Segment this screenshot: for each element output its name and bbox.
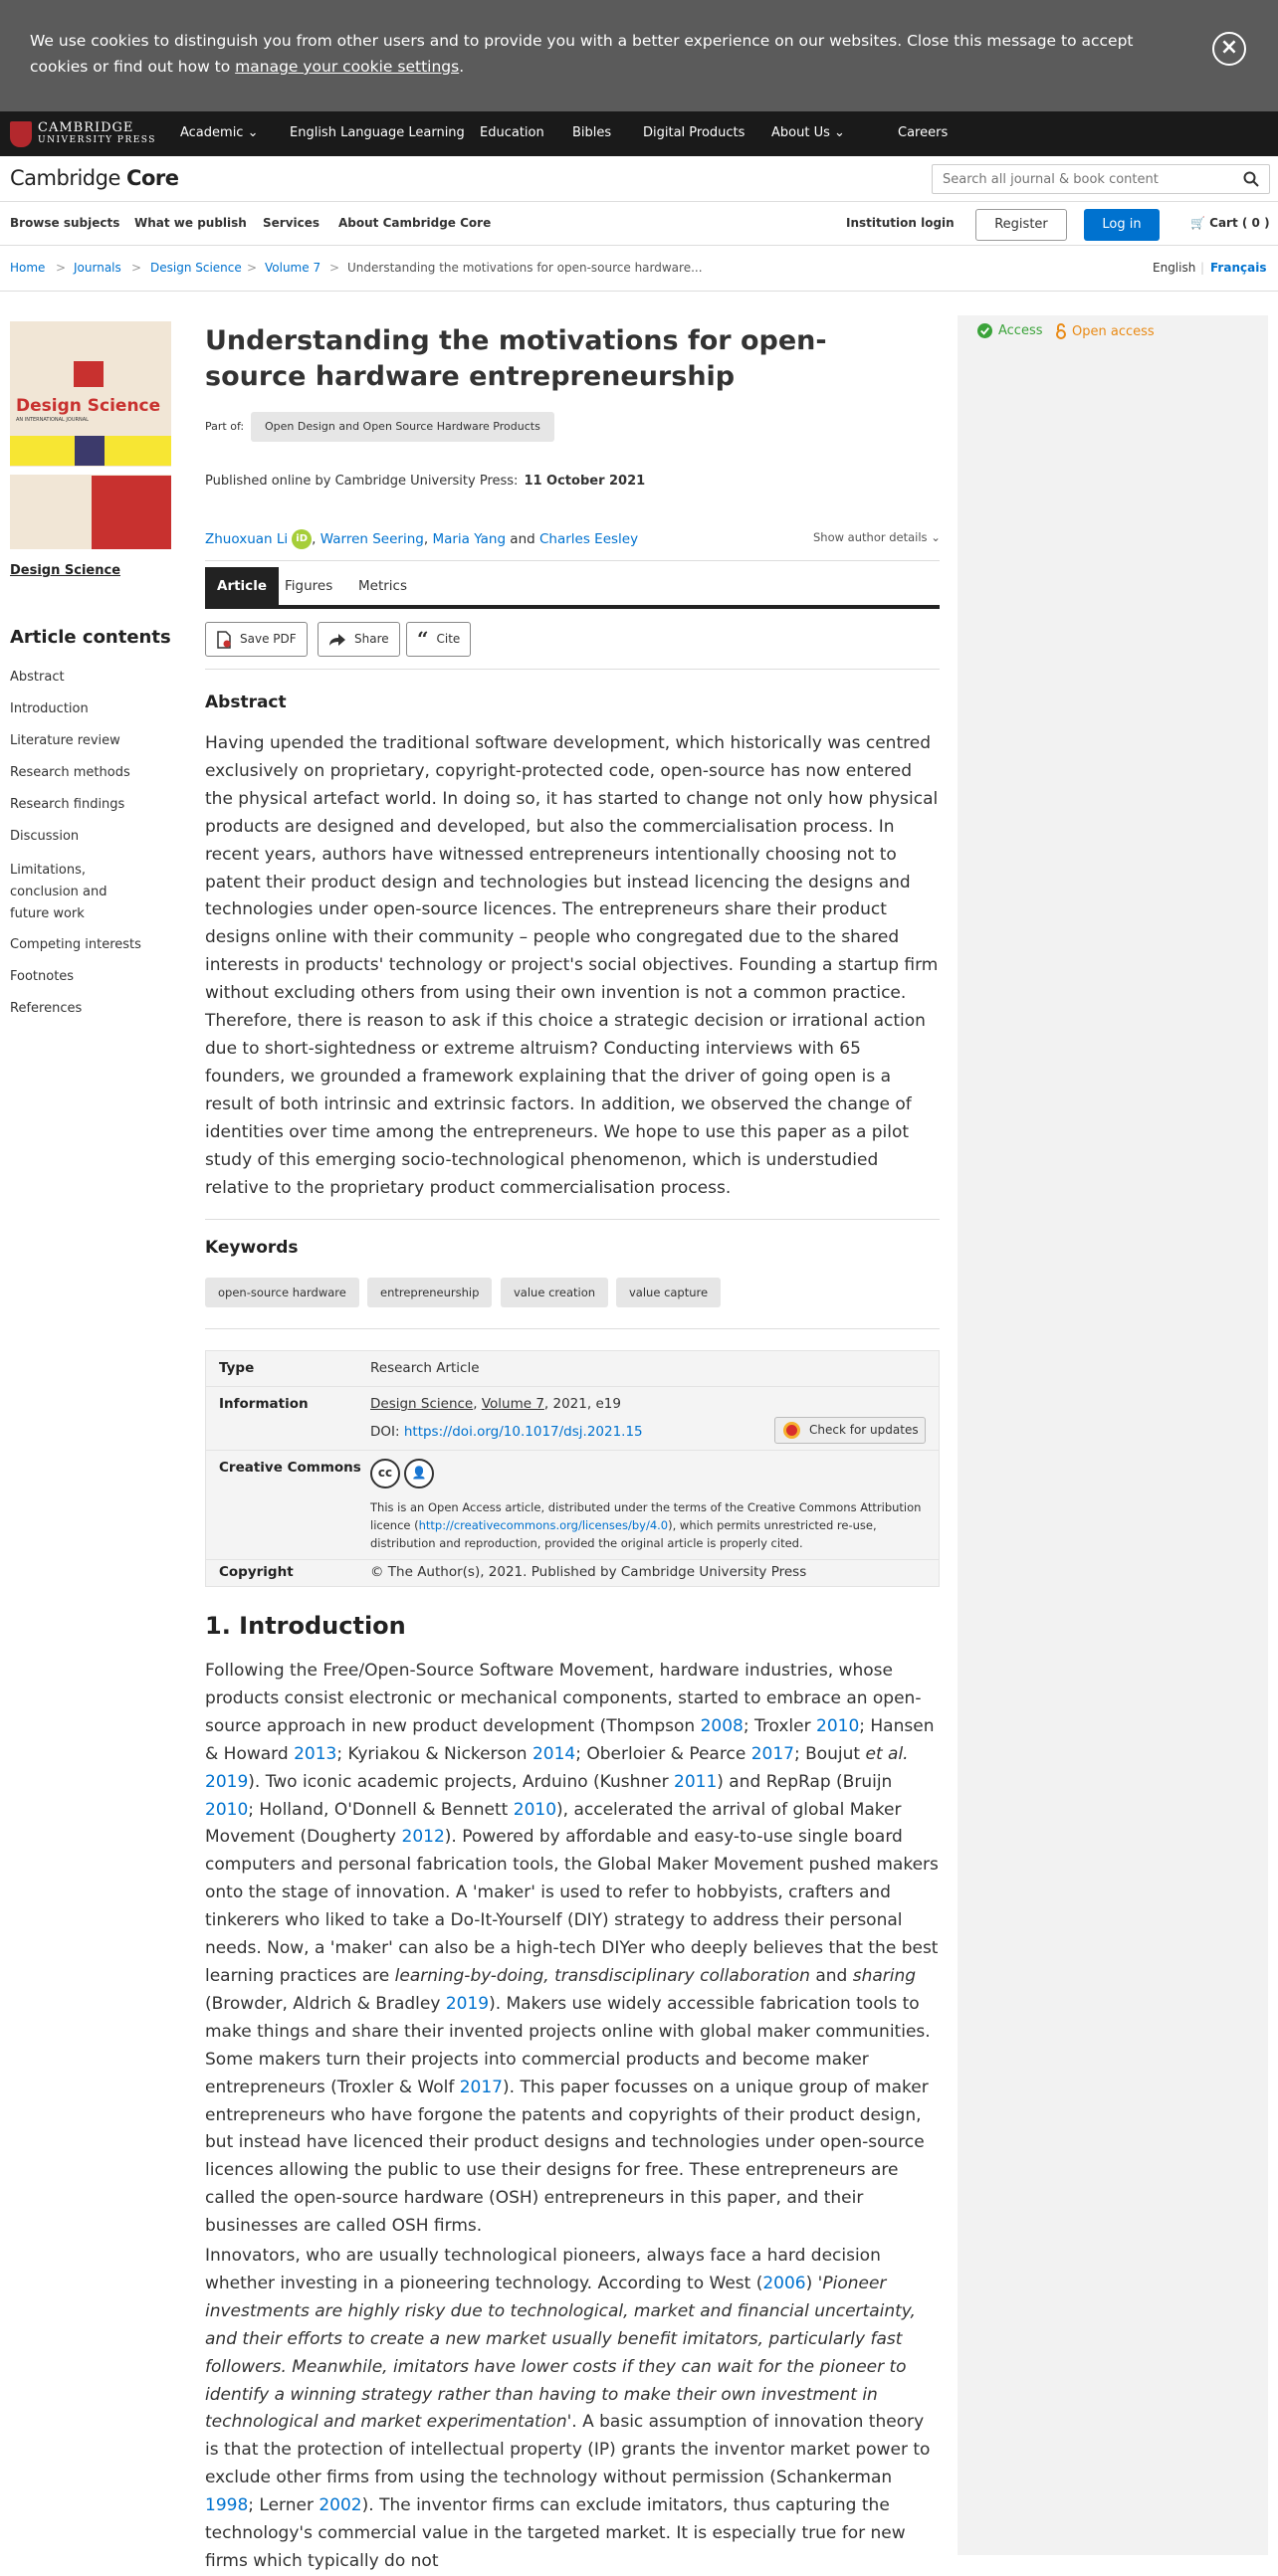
doi-link[interactable]: https://doi.org/10.1017/dsj.2021.15 (403, 1424, 643, 1440)
nav-bibles[interactable]: Bibles (572, 125, 612, 140)
cite-button[interactable]: “ Cite (406, 622, 471, 657)
contents-link-limitations[interactable]: Limitations, conclusion and future work (10, 863, 107, 921)
language-english[interactable]: English (1153, 261, 1196, 275)
contents-link-abstract[interactable]: Abstract (10, 670, 65, 685)
chevron-down-icon: ⌄ (247, 125, 259, 140)
access-indicator: Access (977, 323, 1043, 338)
search-input[interactable] (933, 165, 1221, 193)
access-panel (958, 315, 1268, 2555)
introduction-heading: 1. Introduction (205, 1612, 406, 1640)
published-date: 11 October 2021 (524, 474, 646, 489)
author-list: Zhuoxuan Li iD , Warren Seering , Maria Yang and Charles Eesley (205, 531, 639, 547)
cart-icon: 🛒 (1190, 216, 1205, 230)
part-of-label: Part of: (205, 420, 245, 433)
cookie-message: We use cookies to distinguish you from other users and to provide you with a better experience on our websites. Close this message to accept cookies or find out how to manage your cookie settings. (30, 32, 1134, 76)
check-for-updates-button[interactable]: Check for updates (774, 1417, 926, 1444)
article-tabs (205, 567, 940, 609)
orcid-icon[interactable]: iD (292, 529, 312, 549)
show-author-details-button[interactable]: Show author details ⌄ (813, 530, 941, 544)
cart-link[interactable]: 🛒 Cart ( 0 ) (1190, 216, 1270, 230)
sub-navigation (0, 202, 1278, 246)
breadcrumb-volume[interactable]: Volume 7 (265, 261, 321, 275)
author-link[interactable]: Charles Eesley (539, 531, 639, 547)
tab-figures[interactable]: Figures (285, 578, 333, 594)
contents-link-research-methods[interactable]: Research methods (10, 765, 130, 780)
keyword-tag[interactable]: value capture (616, 1278, 721, 1307)
share-button[interactable]: Share (318, 622, 400, 657)
info-journal-link[interactable]: Design Science (370, 1396, 474, 1412)
intro-paragraph-2: Innovators, who are usually technological pioneers, always face a hard decision whether investing in a pioneering technology. According to West (2006) 'Pioneer investments are highly risky due to technological, market and financial uncertainty, and their efforts to create a new market usually benefit imitators, particularly fast followers. Meanwhile, imitators have lower costs if they can wait for the pioneer to identify a winning strategy rather than having to make their own investment in technological and market experimentation'. A basic assumption of innovation theory is that the protection of intellectual property (IP) grants the inventor market power to exclude other firms from using the technology without permission (Schankerman 1998; Lerner 2002). The inventor firms can exclude imitators, thus capturing the technology's commercial value in the targeted market. It is especially true for new firms which typically do not (205, 2246, 931, 2571)
core-header (0, 156, 1278, 202)
cup-logo[interactable]: CAMBRIDGE UNIVERSITY PRESS (10, 119, 156, 149)
breadcrumb-current: Understanding the motivations for open-source hardware... (347, 261, 703, 275)
info-row-creative-commons: Creative Commons cc 👤 This is an Open Access article, distributed under the terms of the Creative Commons Attribution licence (http://creativecommons.org/licenses/by/4.0), which permits unrestricted re-use, distribution and reproduction, provided the original article is properly cited. (206, 1451, 939, 1560)
author-link[interactable]: Warren Seering (320, 531, 424, 547)
close-cookie-button[interactable]: × (1212, 32, 1246, 66)
cc-license-link[interactable]: http://creativecommons.org/licenses/by/4.0 (418, 1518, 669, 1532)
info-row-type: Type Research Article (206, 1351, 939, 1387)
about-cambridge-core-link[interactable]: About Cambridge Core (338, 216, 492, 230)
contents-link-research-findings[interactable]: Research findings (10, 797, 125, 812)
article-title: Understanding the motivations for open-source hardware entrepreneurship (205, 325, 827, 392)
abstract-text: Having upended the traditional software development, which historically was centred exclusively on proprietary, copyright-protected code, open-source has now entered the physical artefact world. In doing so, it has started to change not only how physical products are designed and developed, but also the commercialisation process. In recent years, authors have witnessed entrepreneurs intentionally choosing not to patent their product design and technologies but instead licencing the designs and technologies under open-source licences. The entrepreneurs share their product designs online with their community – people who congregated due to the shared interests in products' technology or project's social objectives. Founding a startup firm without excluding others from using their own invention is not a common practice. Therefore, there is reason to ask if this choice a strategic decision or irrational action due to short-sightedness or extreme altruism? Conducting interviews with 65 founders, we grounded a framework explaining that the driver of going open is a result of both intrinsic and extrinsic factors. In addition, we observed the change of identities over time among the entrepreneurs. We hope to use this paper as a pilot study of this emerging socio-technological phenomenon, which is understudied relative to the proprietary product commercialisation process. (205, 733, 939, 1198)
crossmark-icon (783, 1422, 800, 1439)
what-we-publish-link[interactable]: What we publish (134, 216, 247, 230)
contents-link-competing-interests[interactable]: Competing interests (10, 937, 141, 952)
journal-cover-image[interactable]: Design Science AN INTERNATIONAL JOURNAL (10, 321, 171, 549)
breadcrumb-design-science[interactable]: Design Science (150, 261, 242, 275)
nav-academic[interactable]: Academic ⌄ (180, 125, 259, 140)
keyword-tag[interactable]: entrepreneurship (367, 1278, 492, 1307)
sidebar-journal-link[interactable]: Design Science (10, 563, 121, 578)
chevron-down-icon: ⌄ (834, 125, 845, 140)
contents-link-references[interactable]: References (10, 1001, 83, 1016)
cc-license-text: This is an Open Access article, distributed under the terms of the Creative Commons Attribution licence (http://creativecommons.org/licenses/by/4.0), which permits unrestricted re-use, distribution and reproduction, provided the original article is properly cited. (370, 1500, 922, 1550)
save-pdf-button[interactable]: Save PDF (205, 622, 308, 657)
open-lock-icon (1055, 323, 1067, 339)
cup-shield-icon (10, 121, 32, 147)
keyword-tag[interactable]: open-source hardware (205, 1278, 359, 1307)
info-row-information: Information Design Science, Volume 7, 2021, e19 DOI: https://doi.org/10.1017/dsj.2021.15 Check for updates (206, 1387, 939, 1451)
register-button[interactable]: Register (975, 209, 1067, 241)
cc-by-icon: 👤 (404, 1459, 434, 1488)
publication-info: Published online by Cambridge University Press: 11 October 2021 (205, 474, 646, 489)
collection-tag[interactable]: Open Design and Open Source Hardware Products (251, 412, 554, 442)
top-navigation (0, 111, 1278, 156)
keywords-heading: Keywords (205, 1238, 299, 1258)
contents-link-introduction[interactable]: Introduction (10, 701, 89, 716)
cookie-settings-link[interactable]: manage your cookie settings (235, 58, 460, 76)
info-volume-link[interactable]: Volume 7 (481, 1396, 544, 1412)
breadcrumb-journals[interactable]: Journals (74, 261, 121, 275)
chevron-down-icon: ⌄ (931, 530, 941, 544)
breadcrumb-home[interactable]: Home (10, 261, 46, 275)
open-access-indicator: Open access (1055, 323, 1155, 339)
cc-license-icons[interactable] (370, 1459, 438, 1488)
services-link[interactable]: Services (263, 216, 320, 230)
keyword-tag[interactable]: value creation (501, 1278, 608, 1307)
language-french[interactable]: Français (1210, 261, 1267, 275)
institution-login-link[interactable]: Institution login (846, 216, 955, 230)
pdf-icon (216, 631, 232, 649)
cambridge-core-logo[interactable]: Cambridge Core (10, 166, 179, 190)
article-contents-heading: Article contents (10, 627, 171, 648)
nav-education[interactable]: Education (480, 125, 544, 140)
nav-english-language-learning[interactable]: English Language Learning (290, 125, 465, 140)
quote-icon: “ (417, 627, 429, 651)
tab-article[interactable]: Article (205, 567, 279, 605)
nav-digital-products[interactable]: Digital Products (643, 125, 746, 140)
tab-metrics[interactable]: Metrics (358, 578, 408, 594)
browse-subjects-link[interactable]: Browse subjects (10, 216, 120, 230)
check-circle-icon (977, 323, 992, 338)
author-link[interactable]: Maria Yang (432, 531, 507, 547)
search-box (932, 164, 1270, 194)
search-icon[interactable] (1243, 171, 1259, 187)
nav-careers[interactable]: Careers (898, 125, 949, 140)
contents-link-footnotes[interactable]: Footnotes (10, 969, 75, 984)
info-row-copyright: Copyright © The Author(s), 2021. Published by Cambridge University Press (219, 1564, 807, 1580)
intro-paragraph-1: Following the Free/Open-Source Software Movement, hardware industries, whose products consist electronic or mechanical components, started to embrace an open-source approach in new product development (Thompson 2008; Troxler 2010; Hansen & Howard 2013; Kyriakou & Nickerson 2014; Oberloier & Pearce 2017; Boujut et al. 2019). Two iconic academic projects, Arduino (Kushner 2011) and RepRap (Bruijn 2010; Holland, O'Donnell & Bennett 2010), accelerated the arrival of global Maker Movement (Dougherty 2012). Powered by affordable and easy-to-use single board computers and personal fabrication tools, the Global Maker Movement pushed makers onto the stage of innovation. A 'maker' is used to refer to hobbyists, crafters and tinkerers who liked to take a Do-It-Yourself (DIY) strategy to address their personal needs. Now, a 'maker' can also be a high-tech DIYer who deeply believes that the best learning practices are learning-by-doing, transdisciplinary collaboration and sharing (Browder, Aldrich & Bradley 2019). Makers use widely accessible fabrication tools to make things and share their invented projects online with global maker communities. Some makers turn their projects into commercial products and become maker entrepreneurs (Troxler & Wolf 2017). This paper focusses on a unique group of maker entrepreneurs who have forgone the patents and copyrights of their product design, but instead have licenced their product designs and technologies under open-source licences allowing the public to use their designs for free. These entrepreneurs are called the open-source hardware (OSH) entrepreneurs in this paper, and their businesses are called OSH firms. (205, 1661, 939, 2237)
author-link[interactable]: Zhuoxuan Li (205, 531, 289, 547)
breadcrumb: Home > Journals > Design Science > Volume 7 > Understanding the motivations for open-source hardware... English | Français (0, 246, 1278, 292)
cc-icon: cc (370, 1459, 400, 1488)
abstract-heading: Abstract (205, 693, 287, 712)
login-button[interactable]: Log in (1084, 209, 1160, 241)
article-info-table (205, 1350, 940, 1587)
contents-link-discussion[interactable]: Discussion (10, 829, 80, 844)
cookie-banner (0, 0, 1278, 111)
contents-link-literature-review[interactable]: Literature review (10, 733, 120, 748)
share-icon (328, 633, 346, 647)
nav-about-us[interactable]: About Us ⌄ (771, 125, 845, 140)
